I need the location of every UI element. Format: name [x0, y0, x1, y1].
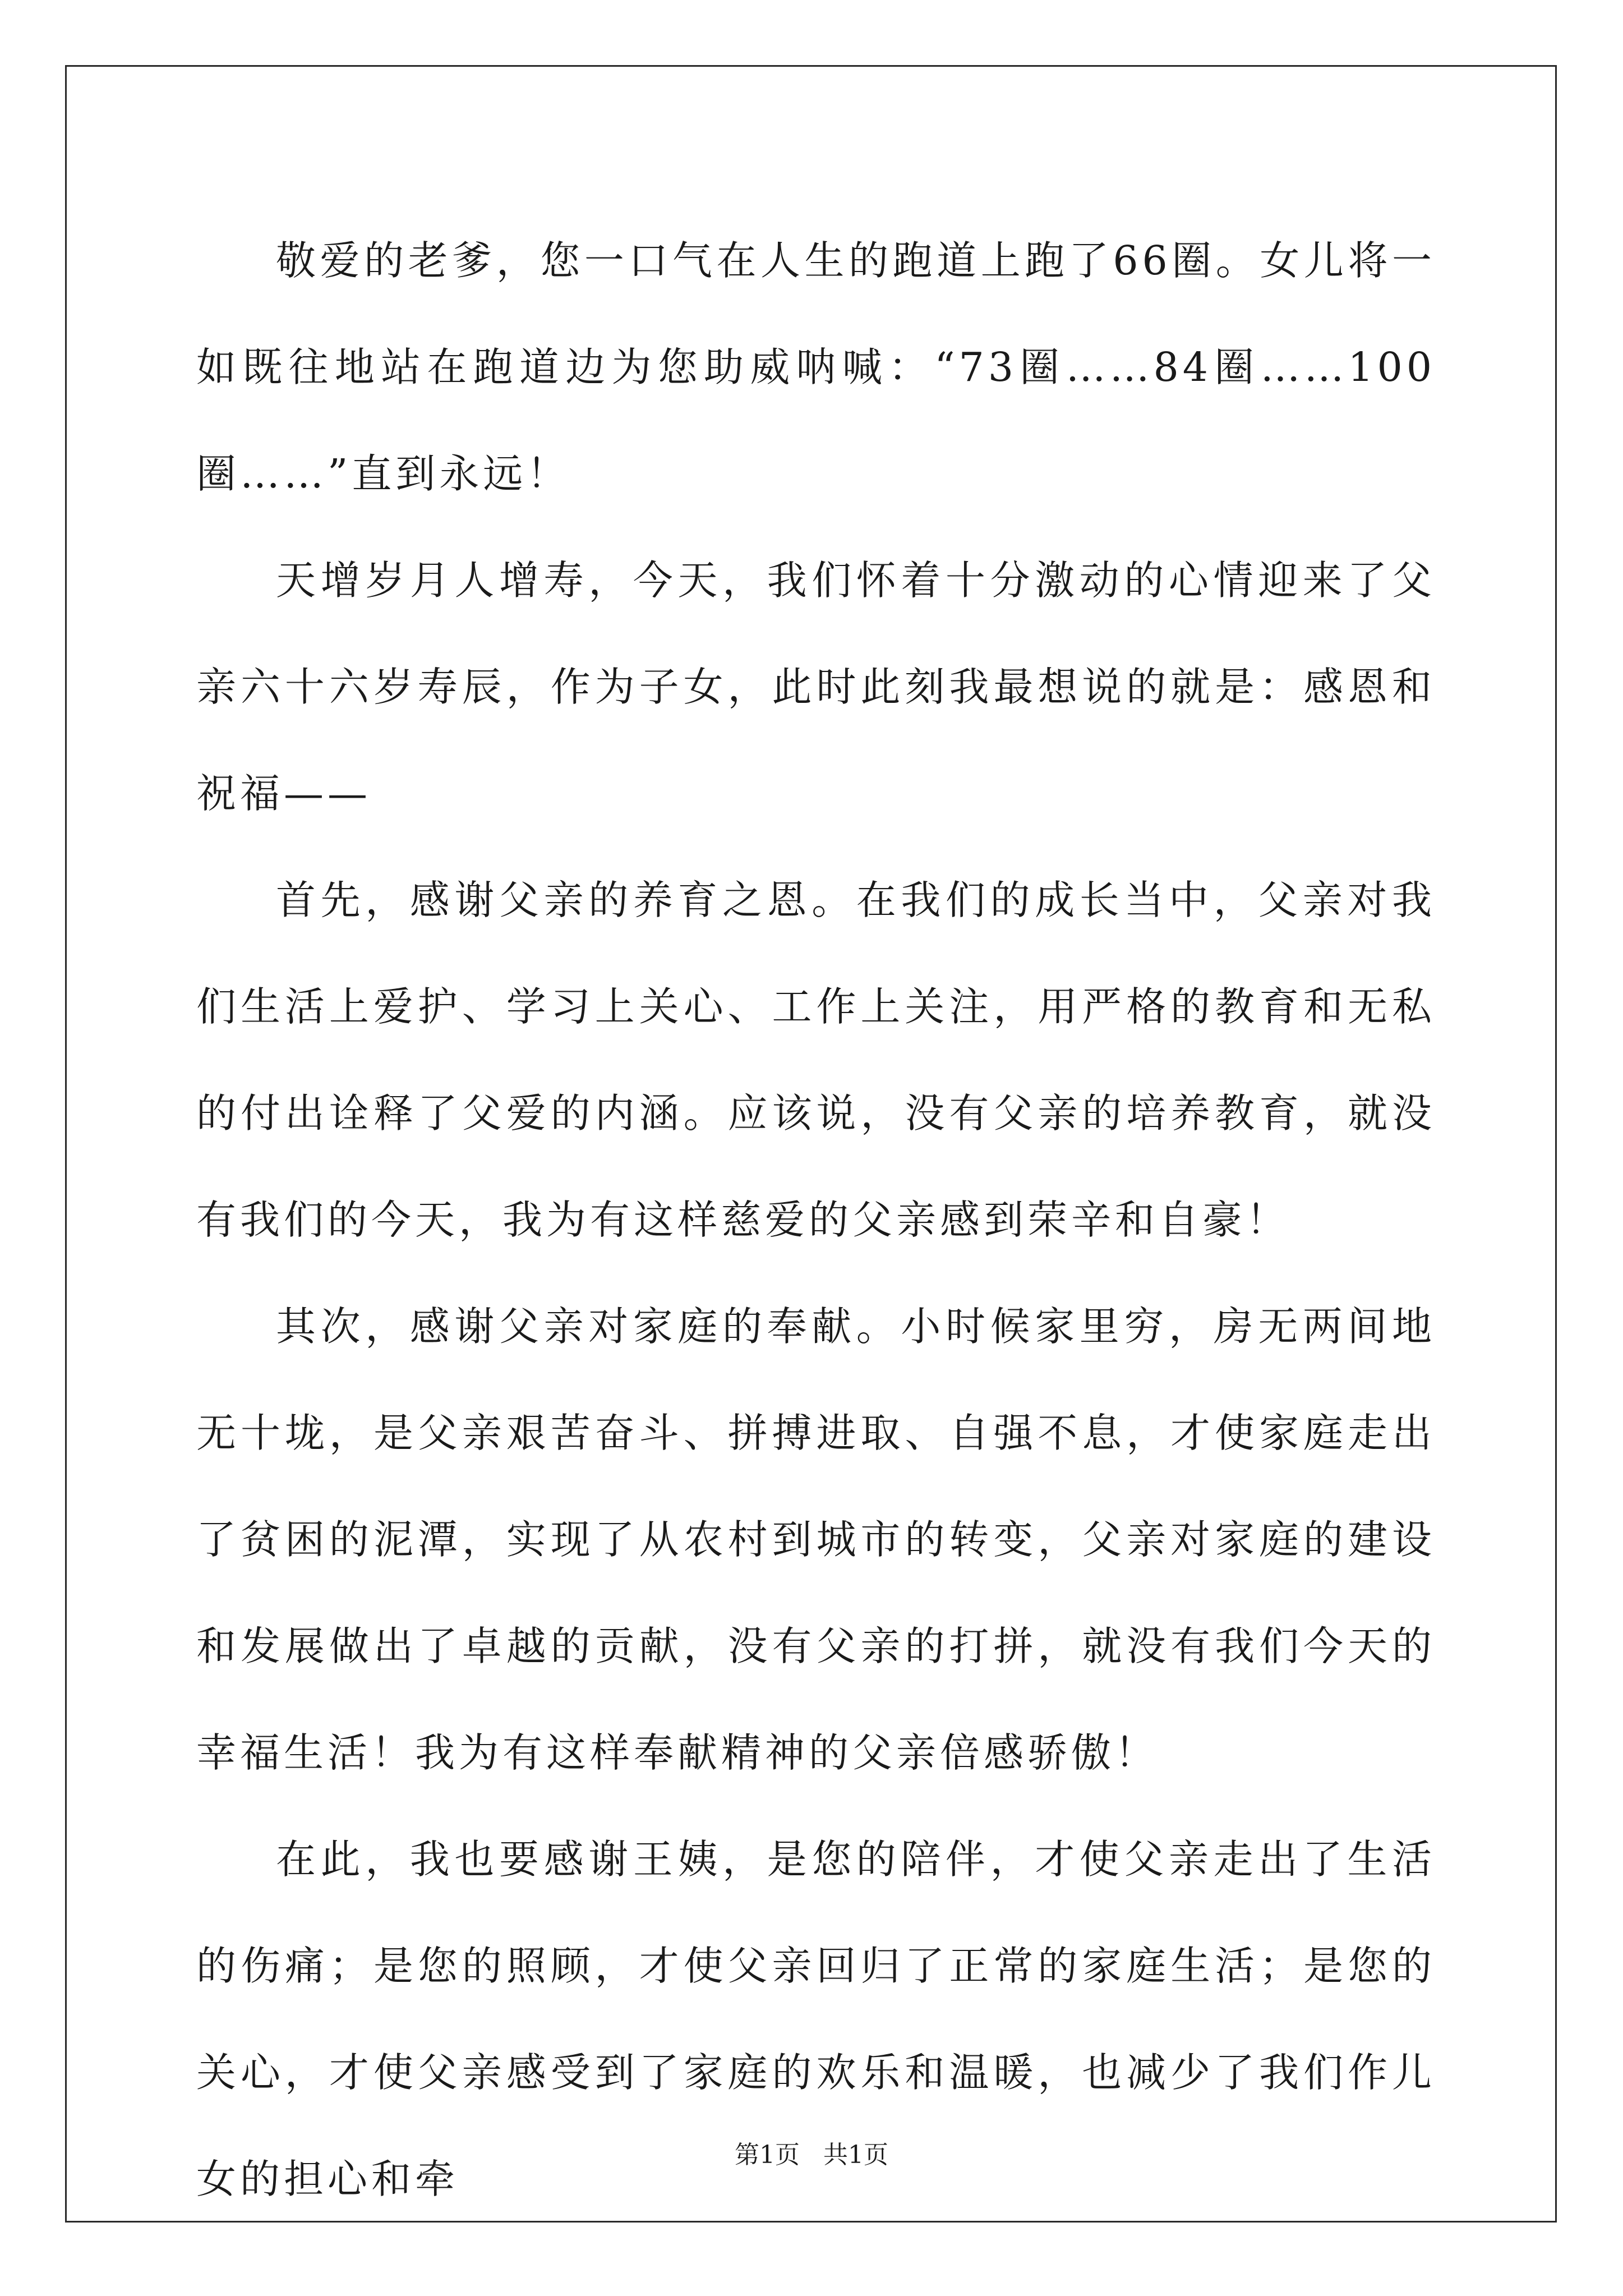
paragraph-3: 首先，感谢父亲的养育之恩。在我们的成长当中，父亲对我们生活上爱护、学习上关心、工作上关注，用严格的教育和无私的付出诠释了父爱的内涵。应该说，没有父亲的培养教育，就没有我们的今天，我为有这样慈爱的父亲感到荣辛和自豪！	[196, 877, 1436, 1243]
document-body	[196, 208, 1436, 2233]
paragraph-4: 其次，感谢父亲对家庭的奉献。小时候家里穷，房无两间地无十垅，是父亲艰苦奋斗、拼搏进取、自强不息，才使家庭走出了贫困的泥潭，实现了从农村到城市的转变，父亲对家庭的建设和发展做出了卓越的贡献，没有父亲的打拼，就没有我们今天的幸福生活！我为有这样奉献精神的父亲倍感骄傲！	[196, 1303, 1436, 1776]
page-total: 共1页	[823, 2141, 888, 2169]
page-footer	[0, 2134, 1623, 2170]
paragraph-1: 敬爱的老爹，您一口气在人生的跑道上跑了66圈。女儿将一如既往地站在跑道边为您助威呐喊：“73圈……84圈……100圈……”直到永远！	[196, 237, 1436, 497]
paragraph-2: 天增岁月人增寿，今天，我们怀着十分激动的心情迎来了父亲六十六岁寿辰，作为子女，此时此刻我最想说的就是：感恩和祝福——	[196, 557, 1436, 817]
page-number: 第1页	[735, 2141, 800, 2169]
footer-separator	[800, 2141, 823, 2169]
paragraph-5: 在此，我也要感谢王姨，是您的陪伴，才使父亲走出了生活的伤痛；是您的照顾，才使父亲回归了正常的家庭生活；是您的关心，才使父亲感受到了家庭的欢乐和温暖，也减少了我们作儿女的担心和牵	[196, 1836, 1436, 2202]
